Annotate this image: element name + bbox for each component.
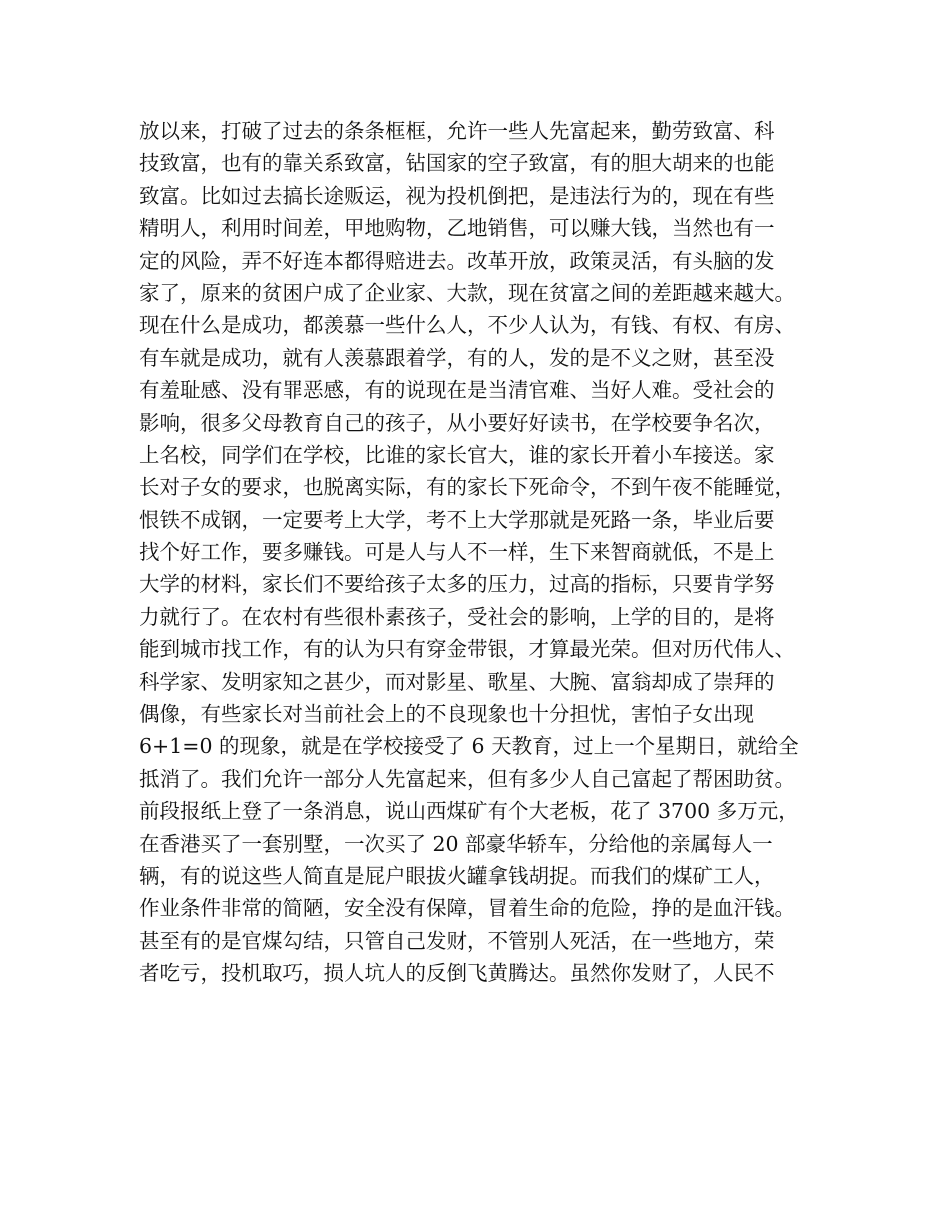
text-line: 在香港买了一套别墅，一次买了 20 部豪华轿车，分给他的亲属每人一: [139, 831, 773, 856]
text-line: 家了，原来的贫困户成了企业家、大款，现在贫富之间的差距越来越大。: [139, 280, 795, 305]
body-text: [139, 115, 829, 990]
text-line: 找个好工作，要多赚钱。可是人与人不一样，生下来智商就低，不是上: [139, 540, 775, 565]
text-line: 影响，很多父母教育自己的孩子，从小要好好读书，在学校要争名次，: [139, 410, 775, 435]
text-line: 有车就是成功，就有人羡慕跟着学，有的人，发的是不义之财，甚至没: [139, 345, 775, 370]
text-line: 偶像，有些家长对当前社会上的不良现象也十分担忧，害怕子女出现: [139, 702, 754, 727]
text-line: 定的风险，弄不好连本都得赔进去。改革开放，政策灵活，有头脑的发: [139, 248, 775, 273]
text-line: 6+1=0 的现象，就是在学校接受了 6 天教育，过上一个星期日，就给全: [139, 734, 799, 759]
text-line: 者吃亏，投机取巧，损人坑人的反倒飞黄腾达。虽然你发财了，人民不: [139, 961, 775, 986]
text-line: 辆，有的说这些人简直是屁户眼拔火罐拿钱胡捉。而我们的煤矿工人，: [139, 863, 775, 888]
text-line: 技致富，也有的靠关系致富，钻国家的空子致富，有的胆大胡来的也能: [139, 151, 775, 176]
text-line: 放以来，打破了过去的条条框框，允许一些人先富起来，勤劳致富、科: [139, 119, 775, 143]
text-line: 精明人，利用时间差，甲地购物，乙地销售，可以赚大钱，当然也有一: [139, 216, 775, 241]
text-line: 能到城市找工作，有的认为只有穿金带银，才算最光荣。但对历代伟人、: [139, 637, 795, 662]
text-line: 现在什么是成功，都羡慕一些什么人，不少人认为，有钱、有权、有房、: [139, 313, 795, 338]
text-line: 大学的材料，家长们不要给孩子太多的压力，过高的指标，只要肯学努: [139, 572, 775, 597]
text-line: 恨铁不成钢，一定要考上大学，考不上大学那就是死路一条，毕业后要: [139, 507, 775, 532]
text-line: 抵消了。我们允许一部分人先富起来，但有多少人自己富起了帮困助贫。: [139, 766, 795, 791]
text-line: 上名校，同学们在学校，比谁的家长官大，谁的家长开着小车接送。家: [139, 442, 775, 467]
text-line: 长对子女的要求，也脱离实际，有的家长下死命令，不到午夜不能睡觉，: [139, 475, 795, 500]
text-line: 甚至有的是官煤勾结，只管自己发财，不管别人死活，在一些地方，荣: [139, 928, 775, 953]
text-line: 有羞耻感、没有罪恶感，有的说现在是当清官难、当好人难。受社会的: [139, 378, 775, 403]
text-line: 致富。比如过去搞长途贩运，视为投机倒把，是违法行为的，现在有些: [139, 183, 775, 208]
text-line: 前段报纸上登了一条消息，说山西煤矿有个大老板，花了 3700 多万元，: [139, 799, 799, 824]
text-line: 力就行了。在农村有些很朴素孩子，受社会的影响，上学的目的，是将: [139, 604, 775, 629]
text-line: 科学家、发明家知之甚少，而对影星、歌星、大腕、富翁却成了崇拜的: [139, 669, 775, 694]
text-line: 作业条件非常的简陋，安全没有保障，冒着生命的危险，挣的是血汗钱。: [139, 896, 795, 921]
